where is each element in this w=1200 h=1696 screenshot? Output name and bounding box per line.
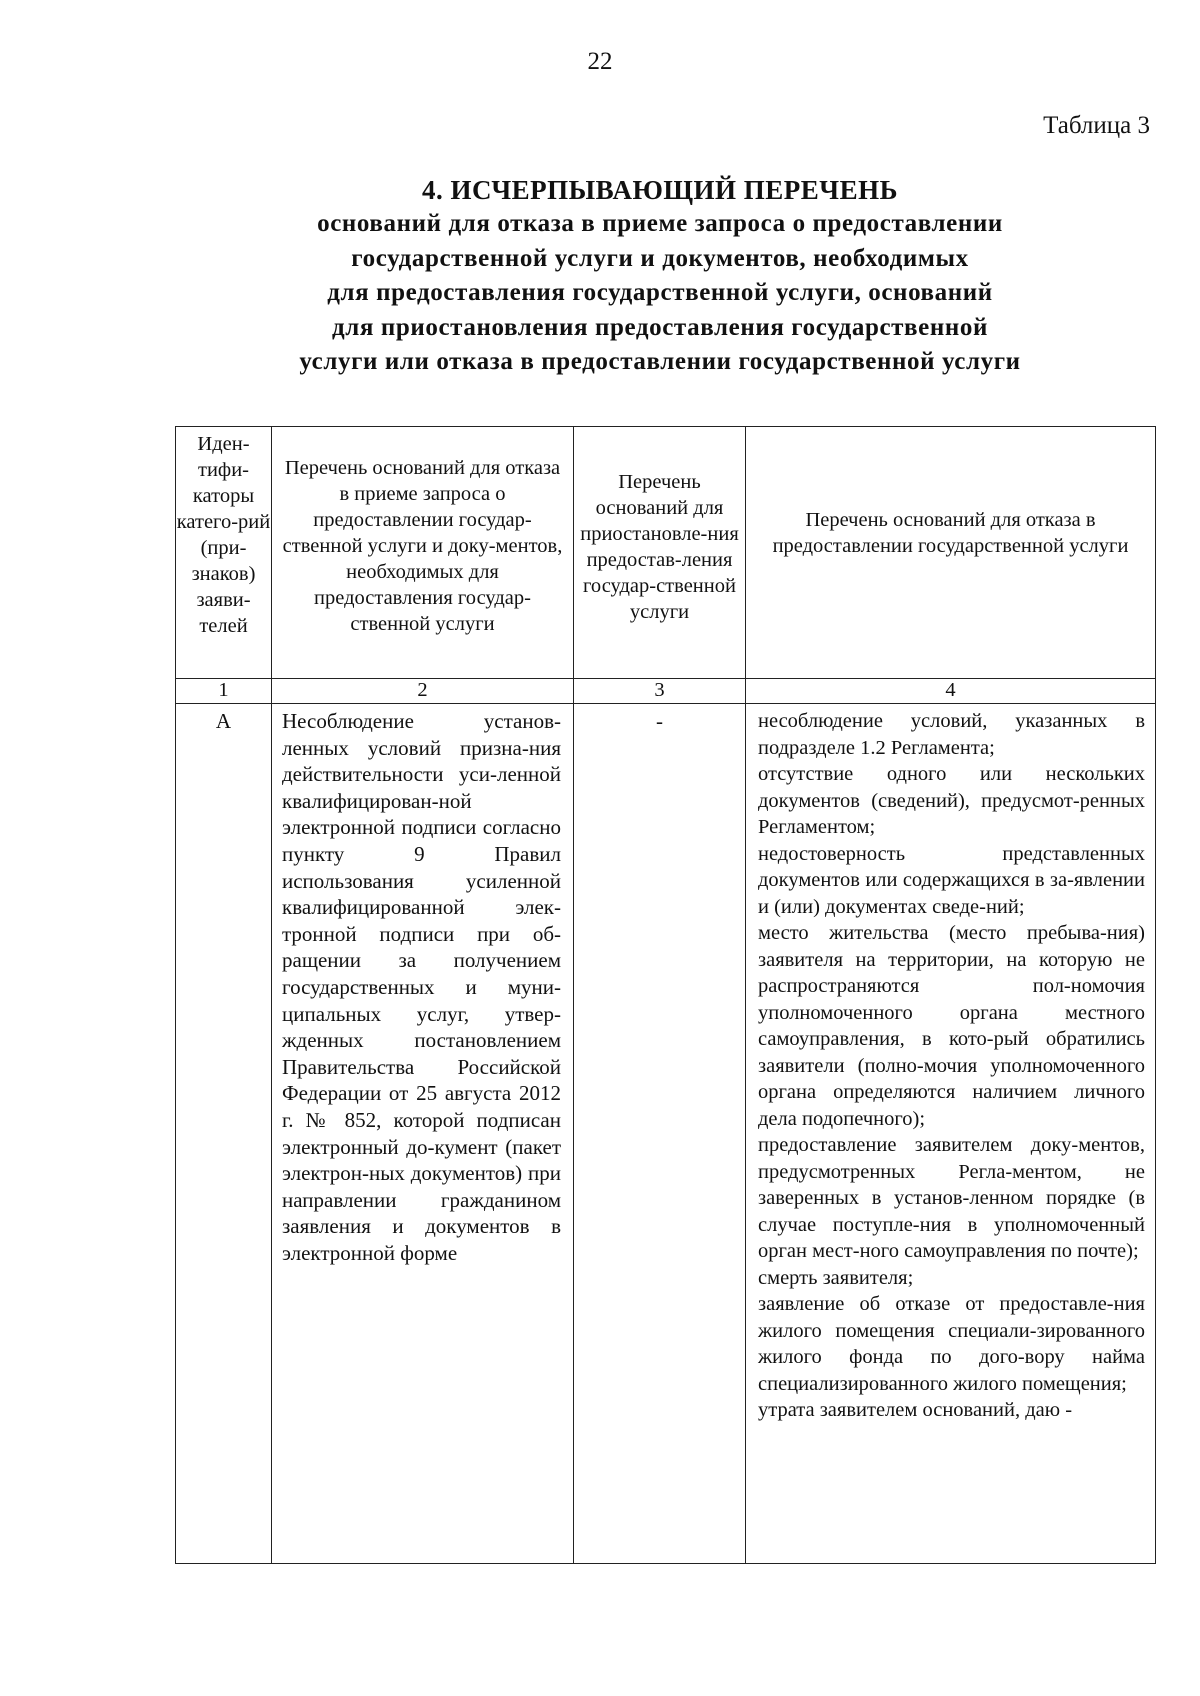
document-title — [130, 173, 1190, 380]
column-number: 4 — [746, 679, 1156, 704]
title-line: государственной услуги и документов, необходимых — [351, 244, 969, 272]
table-label: Таблица 3 — [1043, 112, 1150, 139]
column-number: 3 — [574, 679, 746, 704]
table-row — [176, 704, 1156, 1564]
title-line: для предоставления государственной услуги, оснований — [327, 279, 993, 306]
refuse-item: утрата заявителем оснований, даю - — [758, 1399, 1073, 1421]
header-reject-request-text: Перечень оснований для отказа в приеме запроса о предоставлении государ-ственной услуги и доку-ментов, необходимых для предоставления государ-ственной услуги — [282, 457, 563, 635]
refuse-item: отсутствие одного или нескольких документов (сведений), предусмот-ренных Регламентом; — [758, 763, 1145, 838]
header-refuse-text: Перечень оснований для отказа в предоставлении государственной услуги — [772, 508, 1129, 557]
refuse-item: место жительства (место пребыва-ния) заявителя на территории, на которую не распространяются пол-номочия уполномоченного органа местного самоуправления, в кото-рый обратились заявители (полно-мочия уполномоченного органа определяются наличием личного дела подопечного); — [758, 922, 1145, 1130]
reject-request-cell — [272, 704, 574, 1564]
refuse-item: предоставление заявителем доку-ментов, предусмотренных Регла-ментом, не заверенных в установ-ленном порядке (в случае поступле-ния в уполномоченный орган мест-ного самоуправления по почте); — [758, 1134, 1145, 1262]
page-number: 22 — [587, 48, 613, 75]
column-number-row — [176, 679, 1156, 704]
refuse-item: недостоверность представленных документов или содержащихся в за-явлении и (или) документах сведе-ний; — [758, 842, 1145, 918]
suspend-cell — [574, 704, 746, 1564]
header-categories-text: Иден-тифи-каторы катего-рий (при-знаков) заяви-телей — [176, 433, 271, 637]
refuse-item: смерть заявителя; — [758, 1266, 914, 1289]
reject-request-text: Несоблюдение установ-ленных условий призна-ния действительности уси-ленной квалифицирован-ной электронной подписи согласно пункту 9 Правил использования усиленной квалифицированной элек-тронной подписи при об-ращении за получением государственных и муни-ципальных услуг, утвер-жденных постановлением Правительства Российской Федерации от 25 августа 2012 г. № 852, которой подписан электронный до-кумент (пакет электрон-ных документов) при направлении гражданином заявления и документов в электронной форме — [282, 709, 561, 1265]
header-cell-refuse — [746, 427, 1156, 679]
refuse-list — [746, 704, 1155, 1424]
table-header-row — [176, 427, 1156, 679]
column-number: 1 — [176, 679, 272, 704]
title-main: 4. ИСЧЕРПЫВАЮЩИЙ ПЕРЕЧЕНЬ — [422, 175, 898, 205]
refuse-item: заявление об отказе от предоставле-ния жилого помещения специали-зированного жилого фонда по дого-вору найма специализированного жилого помещения; — [758, 1293, 1145, 1395]
header-cell-reject-request — [272, 427, 574, 679]
header-cell-categories — [176, 427, 272, 679]
title-line: услуги или отказа в предоставлении государственной услуги — [299, 348, 1021, 375]
header-cell-suspend — [574, 427, 746, 679]
refuse-cell — [746, 704, 1156, 1564]
category-cell — [176, 704, 272, 1564]
suspend-value: - — [656, 709, 663, 733]
refuse-item: несоблюдение условий, указанных в подразделе 1.2 Регламента; — [758, 710, 1145, 759]
column-number: 2 — [272, 679, 574, 704]
category-value: А — [215, 709, 232, 733]
grounds-table — [175, 426, 1156, 1564]
title-line: оснований для отказа в приеме запроса о предоставлении — [317, 210, 1003, 237]
header-suspend-text: Перечень оснований для приостановле-ния предостав-ления государ-ственной услуги — [580, 471, 739, 623]
title-line: для приостановления предоставления государственной — [332, 313, 988, 341]
